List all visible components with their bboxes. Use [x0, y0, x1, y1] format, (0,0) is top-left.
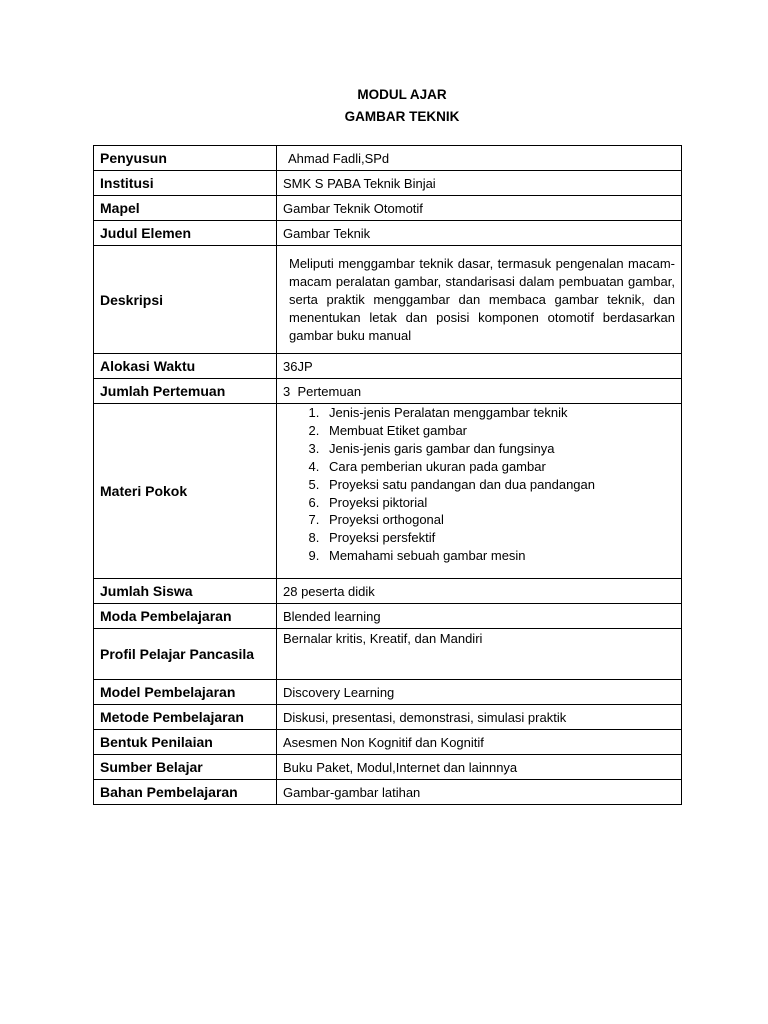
title-line-2: GAMBAR TEKNIK — [344, 109, 460, 124]
materi-item: 2. Membuat Etiket gambar — [323, 422, 675, 440]
value-judul-elemen: Gambar Teknik — [277, 221, 682, 246]
row-materi-pokok — [94, 404, 682, 579]
value-deskripsi: Meliputi menggambar teknik dasar, termasuk pengenalan macam-macam peralatan gambar, standarisasi dalam pembuatan gambar, serta praktik menggambar dan membaca gambar teknik, dan menentukan letak dan posisi komponen otomotif berdasarkan gambar buku manual — [277, 246, 682, 354]
label-penyusun: Penyusun — [94, 146, 277, 171]
value-institusi: SMK S PABA Teknik Binjai — [277, 171, 682, 196]
module-info-table — [93, 145, 682, 805]
label-judul-elemen: Judul Elemen — [94, 221, 277, 246]
label-profil-pelajar: Profil Pelajar Pancasila — [94, 629, 277, 680]
materi-item: 8. Proyeksi persfektif — [323, 529, 675, 547]
materi-item: 7. Proyeksi orthogonal — [323, 511, 675, 529]
value-bahan-pembelajaran: Gambar-gambar latihan — [277, 780, 682, 805]
label-moda-pembelajaran: Moda Pembelajaran — [94, 604, 277, 629]
row-sumber-belajar — [94, 755, 682, 780]
row-mapel — [94, 196, 682, 221]
materi-item: 5. Proyeksi satu pandangan dan dua pandangan — [323, 476, 675, 494]
row-metode-pembelajaran — [94, 705, 682, 730]
row-model-pembelajaran — [94, 680, 682, 705]
materi-item: 1. Jenis-jenis Peralatan menggambar teknik — [323, 404, 675, 422]
value-alokasi-waktu: 36JP — [277, 354, 682, 379]
label-alokasi-waktu: Alokasi Waktu — [94, 354, 277, 379]
row-institusi — [94, 171, 682, 196]
value-bentuk-penilaian: Asesmen Non Kognitif dan Kognitif — [277, 730, 682, 755]
label-bentuk-penilaian: Bentuk Penilaian — [94, 730, 277, 755]
value-mapel: Gambar Teknik Otomotif — [277, 196, 682, 221]
title-line-1: MODUL AJAR — [357, 87, 447, 102]
value-penyusun: Ahmad Fadli,SPd — [277, 146, 682, 171]
document-title — [0, 84, 768, 128]
label-sumber-belajar: Sumber Belajar — [94, 755, 277, 780]
label-institusi: Institusi — [94, 171, 277, 196]
materi-item: 3. Jenis-jenis garis gambar dan fungsinya — [323, 440, 675, 458]
value-jumlah-pertemuan: 3 Pertemuan — [277, 379, 682, 404]
row-judul-elemen — [94, 221, 682, 246]
materi-item: 4. Cara pemberian ukuran pada gambar — [323, 458, 675, 476]
value-sumber-belajar: Buku Paket, Modul,Internet dan lainnnya — [277, 755, 682, 780]
label-jumlah-pertemuan: Jumlah Pertemuan — [94, 379, 277, 404]
label-mapel: Mapel — [94, 196, 277, 221]
materi-list — [283, 404, 675, 565]
row-jumlah-siswa — [94, 579, 682, 604]
row-alokasi-waktu — [94, 354, 682, 379]
label-deskripsi: Deskripsi — [94, 246, 277, 354]
row-moda-pembelajaran — [94, 604, 682, 629]
value-materi-pokok — [277, 404, 682, 579]
value-jumlah-siswa: 28 peserta didik — [277, 579, 682, 604]
label-model-pembelajaran: Model Pembelajaran — [94, 680, 277, 705]
row-bentuk-penilaian — [94, 730, 682, 755]
row-bahan-pembelajaran — [94, 780, 682, 805]
value-profil-pelajar: Bernalar kritis, Kreatif, dan Mandiri — [277, 629, 682, 680]
label-bahan-pembelajaran: Bahan Pembelajaran — [94, 780, 277, 805]
row-jumlah-pertemuan — [94, 379, 682, 404]
value-metode-pembelajaran: Diskusi, presentasi, demonstrasi, simulasi praktik — [277, 705, 682, 730]
label-metode-pembelajaran: Metode Pembelajaran — [94, 705, 277, 730]
value-model-pembelajaran: Discovery Learning — [277, 680, 682, 705]
row-deskripsi — [94, 246, 682, 354]
materi-item: 9. Memahami sebuah gambar mesin — [323, 547, 675, 565]
materi-item: 6. Proyeksi piktorial — [323, 494, 675, 512]
label-jumlah-siswa: Jumlah Siswa — [94, 579, 277, 604]
row-penyusun — [94, 146, 682, 171]
label-materi-pokok: Materi Pokok — [94, 404, 277, 579]
row-profil-pelajar — [94, 629, 682, 680]
value-moda-pembelajaran: Blended learning — [277, 604, 682, 629]
